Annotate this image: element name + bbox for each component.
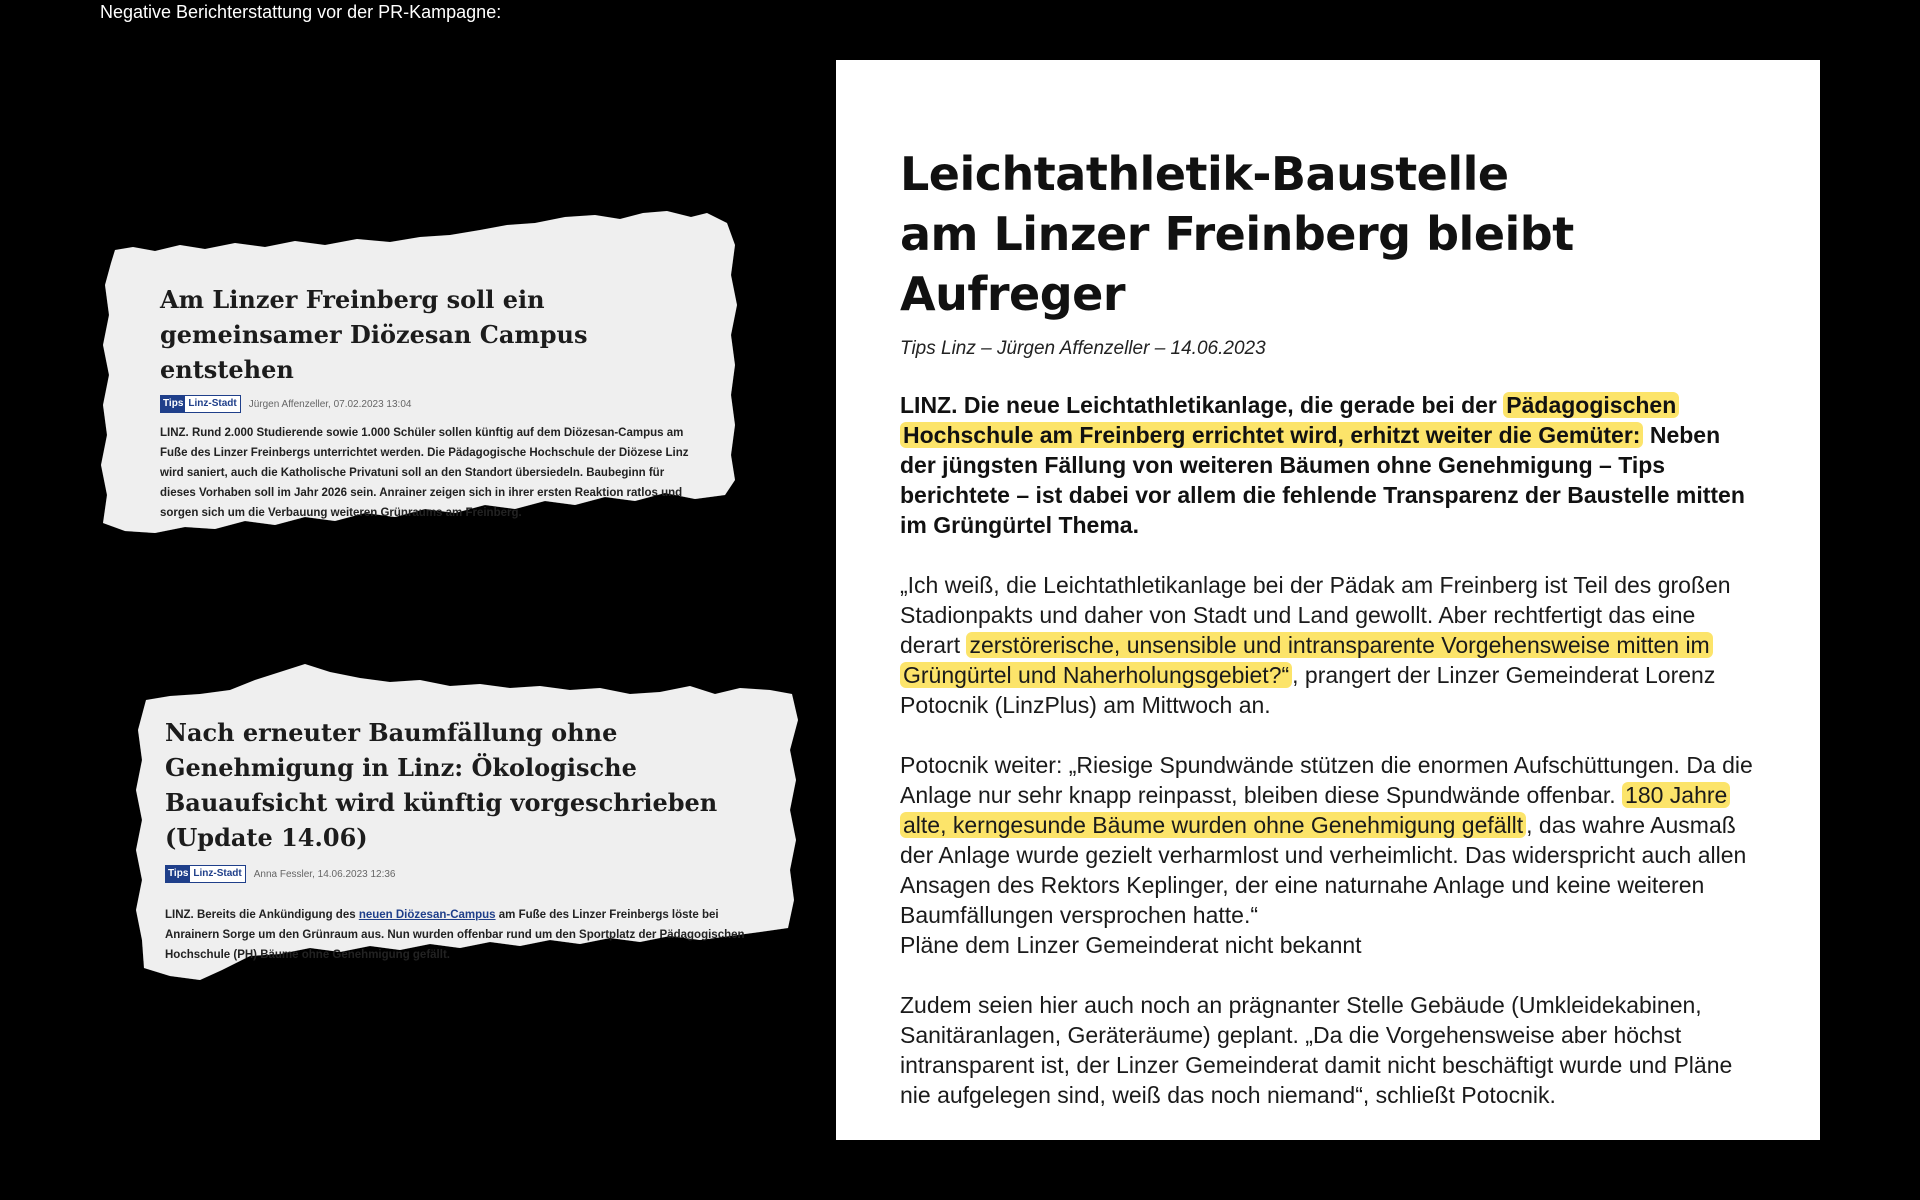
article-headline xyxy=(900,144,1755,324)
clip-author-date: Anna Fessler, 14.06.2023 12:36 xyxy=(253,868,396,880)
tips-logo-region: Linz-Stadt xyxy=(190,866,244,882)
paragraph-text: , das wahre Ausmaß der Anlage wurde gezielt verharmlost und verheimlicht. Das widerspricht auch allen Ansagen des Rektors Keplinger, der eine naturnahe Anlage und keine weiteren Baumfällungen versprochen hatte.“ xyxy=(900,812,1747,928)
news-clipping-tree-felling xyxy=(130,650,810,990)
paragraph-text: „Ich weiß, die Leichtathletikanlage bei der Pädak am Freinberg ist Teil des großen Stadionpakts und daher von Stadt und Land gewollt. Aber rechtfertigt das eine derart xyxy=(900,572,1731,658)
clip-headline: Nach erneuter Baumfällung ohne Genehmigung in Linz: Ökologische Bauaufsicht wird künftig vorgeschrieben (Update 14.06) xyxy=(165,718,718,852)
clip-meta xyxy=(165,865,775,883)
article-panel xyxy=(836,60,1820,1140)
clip-body: LINZ. Rund 2.000 Studierende sowie 1.000 Schüler sollen künftig auf dem Diözesan-Campus am Fuße des Linzer Freinbergs unterrichtet werden. Die Pädagogische Hochschule der Diözese Linz wird saniert, auch die Katholische Privatuni soll an den Standort übersiedeln. Baubeginn für dieses Vorhaben soll im Jahr 2026 sein. Anrainer zeigen sich in ihrer ersten Reaktion ratlos und sorgen sich um die Verbauung weiteren Grünraums am Freinberg. xyxy=(160,427,689,519)
campus-link[interactable]: neuen Diözesan-Campus xyxy=(358,909,496,921)
clip-meta xyxy=(160,395,700,413)
clip-headline: Am Linzer Freinberg soll ein gemeinsamer Diözesan Campus entstehen xyxy=(160,285,588,384)
paragraph-text: Potocnik weiter: „Riesige Spundwände stützen die enormen Aufschüttungen. Da die Anlage nur sehr knapp reinpasst, bleiben diese Spundwände offenbar. xyxy=(900,752,1753,808)
tips-logo xyxy=(160,395,241,413)
article-headline-line1: Leichtathletik-Baustelle xyxy=(900,147,1509,201)
article-paragraph xyxy=(900,750,1755,930)
tips-logo-region: Linz-Stadt xyxy=(185,396,239,412)
article-headline-line2: am Linzer Freinberg bleibt Aufreger xyxy=(900,207,1574,321)
article-lead xyxy=(900,390,1755,540)
lead-text: LINZ. Die neue Leichtathletikanlage, die gerade bei der xyxy=(900,392,1504,418)
clip-body-text: am Fuße des Linzer Freinbergs löste bei Anrainern Sorge um den Grünraum aus. Nun wurden offenbar rund um den Sportplatz der Pädagogischen Hochschule (PH) Bäume ohne Genehmigung gefällt. xyxy=(165,909,745,961)
highlight-marker: zerstörerische, unsensible und intransparente Vorgehensweise mitten im Grüngürtel und Naherholungsgebiet?“ xyxy=(900,632,1713,688)
clip-body xyxy=(165,905,775,965)
highlight-marker: Pädagogischen Hochschule am Freinberg errichtet wird, erhitzt weiter die Gemüter: xyxy=(900,392,1679,448)
tips-logo-text: Tips xyxy=(166,866,190,882)
clip-author-date: Jürgen Affenzeller, 07.02.2023 13:04 xyxy=(248,398,412,410)
article-paragraph xyxy=(900,570,1755,720)
paragraph-text: , prangert der Linzer Gemeinderat Lorenz Potocnik (LinzPlus) am Mittwoch an. xyxy=(900,662,1716,718)
tips-logo xyxy=(165,865,246,883)
news-clipping-campus xyxy=(95,205,745,560)
tips-logo-text: Tips xyxy=(161,396,185,412)
article-subheading: Pläne dem Linzer Gemeinderat nicht bekannt xyxy=(900,932,1362,958)
lead-text: Neben der jüngsten Fällung von weiteren Bäumen ohne Genehmigung – Tips berichtete – ist dabei vor allem die fehlende Transparenz der Baustelle mitten im Grüngürtel Thema. xyxy=(900,422,1745,538)
page-caption: Negative Berichterstattung vor der PR-Kampagne: xyxy=(100,2,502,22)
clip-body-text: LINZ. Bereits die Ankündigung des xyxy=(165,909,359,921)
article-byline: Tips Linz – Jürgen Affenzeller – 14.06.2023 xyxy=(900,338,1266,359)
highlight-marker: 180 Jahre alte, kerngesunde Bäume wurden ohne Genehmigung gefällt xyxy=(900,782,1730,838)
article-paragraph: Zudem seien hier auch noch an prägnanter Stelle Gebäude (Umkleidekabinen, Sanitäranlagen, Geräteräume) geplant. „Da die Vorgehensweise aber höchst intransparent ist, der Linzer Gemeinderat damit nicht beschäftigt wurde und Pläne nie aufgelegen sind, weiß das noch niemand“, schließt Potocnik. xyxy=(900,992,1733,1108)
